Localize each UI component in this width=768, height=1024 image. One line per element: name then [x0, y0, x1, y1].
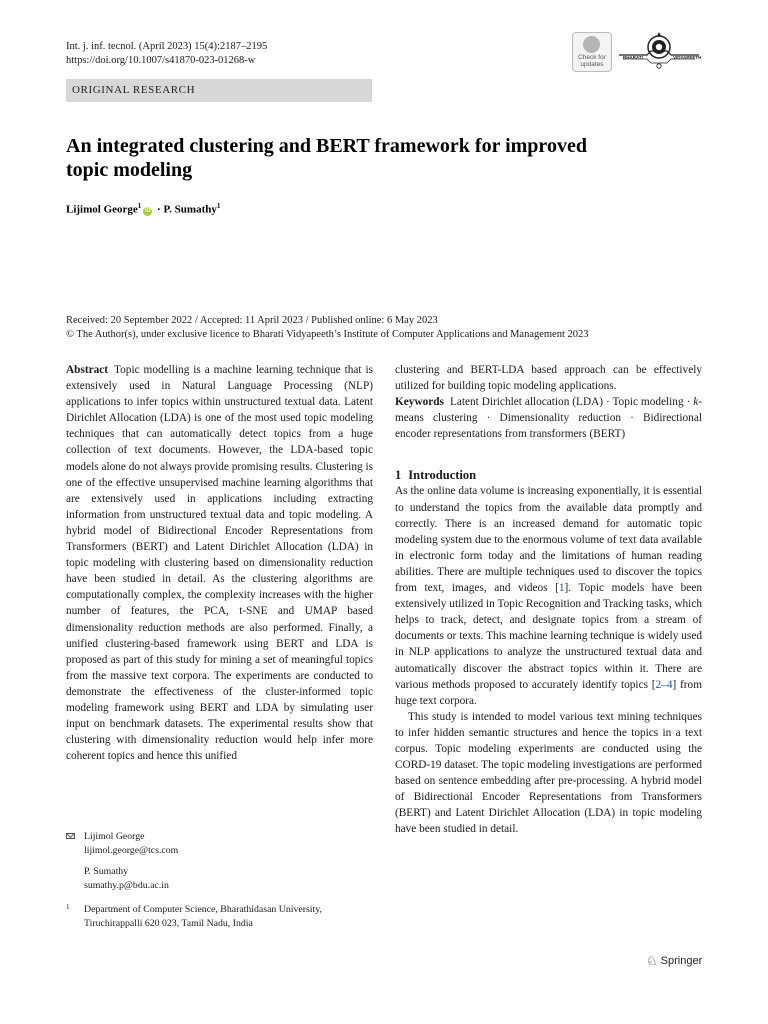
affiliation-number: 1 — [66, 903, 70, 911]
logo-right-text: VIDYAPEETH — [673, 55, 702, 60]
journal-citation — [66, 40, 267, 68]
keywords-k: k — [693, 396, 699, 409]
history-line: Received: 20 September 2022 / Accepted: 11 April 2023 / Published online: 6 May 2023 — [66, 315, 438, 326]
check-for-updates-badge[interactable] — [572, 32, 612, 72]
journal-line: Int. j. inf. tecnol. (April 2023) 15(4):2187–2195 — [66, 41, 268, 52]
author-separator: · — [154, 203, 164, 216]
affiliation-line: Tiruchirappalli 620 023, Tamil Nadu, India — [84, 917, 253, 929]
publisher-mark — [646, 953, 702, 969]
copyright-line: © The Author(s), under exclusive licence to Bharati Vidyapeeth’s Institute of Computer Applications and Management 2023 — [66, 329, 589, 340]
abstract-text: Topic modelling is a machine learning technique that is extensively used in Natural Language Processing (NLP) applications to infer topics within unstructured textual data. Latent Dirichlet Allocation (LDA) is one of the most used topic modeling techniques that can automatically detect topics from a huge collection of text documents. However, the LDA-based topic models alone do not always provide promising results. Clustering is one of the effective unsupervised machine learning algorithms that are extensively used in applications including extracting information from unstructured textual data and topic modeling. A hybrid model of Bidirectional Encoder Representations from Transformers (BERT) and Latent Dirichlet Allocation (LDA) in topic modeling with clustering based on dimensionality reduction have been studied in detail. As the clustering algorithms are computationally complex, the complexity increases with the higher number of features, the PCA, t-SNE and UMAP based dimensionality reduction methods are also performed. Finally, a unified clustering-based framework using BERT and LDA is proposed as part of this study for mining a set of meaningful topics from the massive text corpora. The experiments are conducted to demonstrate the effectiveness of the cluster-informed topic modeling framework using BERT and LDA by simulating user input on benchmark datasets. The experimental results show that clustering with dimensionality reduction would help infer more coherent topics and hence this unified — [66, 364, 373, 763]
contact-name: Lijimol George — [84, 831, 145, 842]
doi-link[interactable]: https://doi.org/10.1007/s41870-023-01268-w — [66, 55, 256, 66]
left-column — [66, 362, 373, 764]
author-name[interactable]: P. Sumathy — [163, 203, 217, 216]
section-number: 1 — [395, 468, 402, 483]
emblem-icon — [617, 30, 701, 72]
affiliation-footnote — [66, 903, 322, 930]
citation-link[interactable]: 1 — [558, 582, 565, 595]
keywords-part2: -means clustering · Dimensionality reduction · Bidirectional encoder representations from transformers (BERT) — [395, 396, 702, 441]
citation-link[interactable]: 2–4 — [655, 678, 673, 691]
paper-title — [66, 134, 666, 182]
check-updates-icon — [583, 36, 600, 53]
intro-paragraph-1 — [395, 483, 702, 708]
check-badge-line2: updates — [580, 61, 604, 68]
abstract-continuation: clustering and BERT-LDA based approach can be effectively utilized for building topic modeling applications. — [395, 364, 702, 393]
section-heading — [395, 467, 702, 483]
right-column — [395, 362, 702, 838]
publisher-name: Springer — [660, 955, 703, 967]
contact-email[interactable]: lijimol.george@tcs.com — [84, 844, 179, 856]
article-type-band — [66, 79, 372, 102]
orcid-icon[interactable]: iD — [144, 207, 151, 214]
author-affil-sup: 1 — [216, 202, 221, 210]
title-line-1: An integrated clustering and BERT framework for improved — [66, 135, 587, 157]
intro-text: ] from huge text corpora. — [395, 678, 702, 707]
institute-logo — [617, 30, 701, 72]
envelope-icon — [66, 833, 75, 839]
author-list — [66, 202, 220, 216]
intro-text: As the online data volume is increasing exponentially, it is essential to understand the topics from the available data promptly and correctly. There is an increased demand for automatic topic modeling system due to the enormous volume of text data available in electronic form today and the limitations of human reading abilities. There are multiple techniques used to discover the topics from text, images, and videos [ — [395, 485, 702, 595]
springer-horse-icon: ♘ — [646, 953, 658, 968]
intro-text: ]. Topic models have been extensively utilized in Topic Recognition and Tracking tasks, which helps to track, detect, and designate topics from a stream of documents or texts. This machine learning technique is widely used in NLP applications to analyze the unstructured textual data and automatically discover the abstract topics within it. There are various methods proposed to accurately identify topics [ — [395, 582, 702, 691]
title-line-2: topic modeling — [66, 159, 193, 181]
intro-paragraph-2: This study is intended to model various text mining techniques to infer hidden semantic structures and hence the topics in a text corpus. Topic modeling experiments are conducted using the CORD-19 dataset. The topic modeling investigations are performed based on sentence embedding after pre-processing. A hybrid model of Bidirectional Encoder Representations from Transformers (BERT) and Latent Dirichlet Allocation (LDA) in topic modeling have been studied in detail. — [395, 710, 702, 836]
keywords-part1: Latent Dirichlet allocation (LDA) · Topic modeling · — [449, 396, 694, 409]
check-badge-line1: Check for — [578, 54, 606, 61]
contact-name: P. Sumathy — [84, 866, 129, 878]
contact-email[interactable]: sumathy.p@bdu.ac.in — [84, 879, 169, 891]
author-name[interactable]: Lijimol George — [66, 203, 138, 216]
abstract-heading: Abstract — [66, 364, 109, 376]
article-type: ORIGINAL RESEARCH — [72, 84, 196, 96]
section-title: Introduction — [408, 468, 477, 483]
keywords — [395, 394, 702, 442]
publication-history — [66, 314, 589, 342]
correspondence-footnote — [66, 830, 178, 892]
abstract — [66, 362, 373, 764]
keywords-heading: Keywords — [395, 396, 444, 409]
affiliation-line: Department of Computer Science, Bharathidasan University, — [84, 904, 322, 915]
author-affil-sup: 1 — [137, 202, 142, 210]
logo-left-text: BHARATI — [623, 55, 643, 60]
